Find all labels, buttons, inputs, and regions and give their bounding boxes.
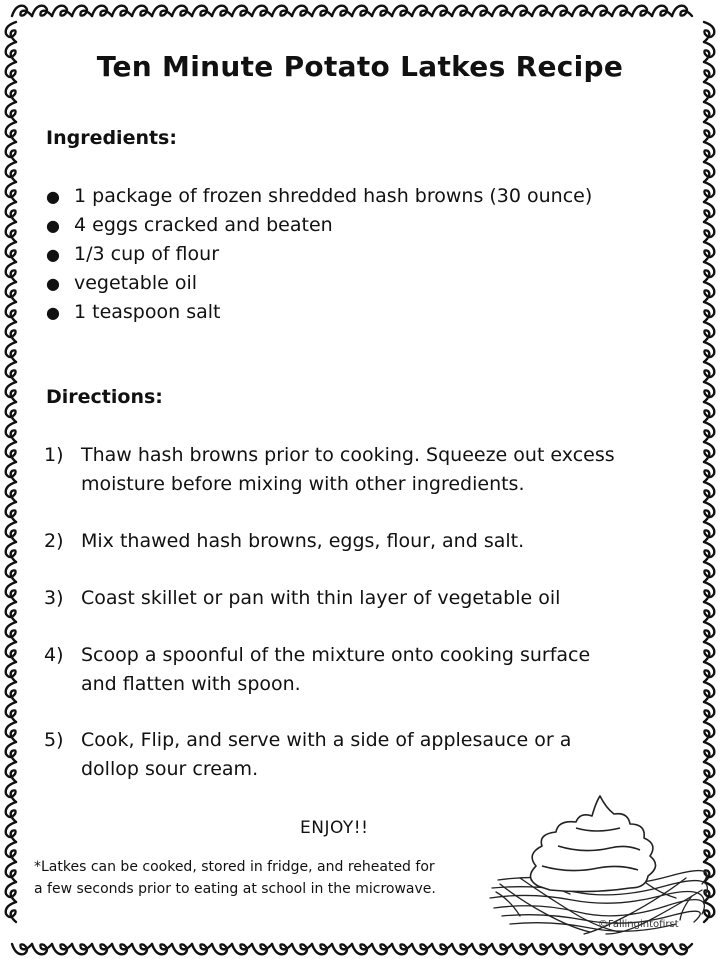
border-swirl — [72, 6, 92, 16]
border-swirl — [52, 944, 72, 954]
border-swirl — [6, 202, 16, 222]
border-swirl — [232, 6, 252, 16]
border-swirl — [704, 742, 714, 762]
border-swirl — [532, 6, 552, 16]
directions-heading: Directions: — [46, 386, 163, 408]
border-swirl — [704, 282, 714, 302]
border-swirl — [6, 662, 16, 682]
border-swirl — [704, 482, 714, 502]
border-swirl — [532, 944, 552, 954]
border-swirl — [6, 642, 16, 662]
direction-step — [44, 527, 624, 556]
border-swirl — [112, 6, 132, 16]
border-swirl — [132, 944, 152, 954]
border-swirl — [704, 562, 714, 582]
border-swirl — [6, 702, 16, 722]
border-swirl — [6, 602, 16, 622]
border-swirl — [12, 6, 32, 16]
ingredients-list — [44, 182, 604, 327]
border-swirl — [192, 944, 212, 954]
step-number: 1) — [44, 444, 64, 466]
step-text: Thaw hash browns prior to cooking. Squeeze out excess moisture before mixing with other ingredients. — [81, 444, 615, 495]
border-swirl — [6, 782, 16, 802]
border-swirl — [432, 944, 452, 954]
border-swirl — [192, 6, 212, 16]
border-swirl — [704, 102, 714, 122]
border-swirl — [704, 162, 714, 182]
border-swirl — [6, 542, 16, 562]
border-swirl — [392, 6, 412, 16]
border-swirl — [32, 944, 52, 954]
border-swirl — [704, 42, 714, 62]
border-swirl — [704, 702, 714, 722]
border-swirl — [704, 522, 714, 542]
border-swirl — [704, 202, 714, 222]
border-swirl — [704, 682, 714, 702]
ingredient-text: vegetable oil — [74, 272, 198, 294]
direction-step — [44, 441, 624, 499]
border-swirl — [704, 222, 714, 242]
border-swirl — [6, 762, 16, 782]
border-swirl — [704, 142, 714, 162]
border-swirl — [704, 722, 714, 742]
list-item — [44, 240, 604, 269]
border-swirl — [704, 82, 714, 102]
border-swirl — [6, 22, 16, 42]
border-swirl — [704, 362, 714, 382]
border-swirl — [52, 6, 72, 16]
border-swirl — [6, 682, 16, 702]
border-swirl — [704, 662, 714, 682]
border-swirl — [6, 262, 16, 282]
ingredient-text: 4 eggs cracked and beaten — [74, 214, 333, 236]
ingredient-text: 1/3 cup of flour — [74, 243, 220, 265]
border-swirl — [252, 6, 272, 16]
footnote: *Latkes can be cooked, stored in fridge, and reheated for a few seconds prior to eating at school in the microwave. — [34, 859, 436, 897]
border-swirl — [6, 142, 16, 162]
border-swirl — [452, 944, 472, 954]
border-swirl — [704, 62, 714, 82]
step-text: Mix thawed hash browns, eggs, flour, and salt. — [81, 530, 525, 552]
ingredient-text: 1 package of frozen shredded hash browns (30 ounce) — [74, 185, 593, 207]
border-swirl — [492, 944, 512, 954]
border-swirl — [704, 442, 714, 462]
border-swirl — [592, 944, 612, 954]
border-swirl — [6, 462, 16, 482]
border-swirl — [6, 382, 16, 402]
bullet-icon: ● — [46, 274, 60, 293]
bullet-icon: ● — [46, 216, 60, 235]
border-swirl — [6, 402, 16, 422]
border-swirl — [472, 6, 492, 16]
border-swirl — [412, 944, 432, 954]
sour-cream-dollop — [530, 796, 655, 892]
list-item — [44, 269, 604, 298]
recipe-title: Ten Minute Potato Latkes Recipe — [96, 50, 624, 83]
border-swirl — [6, 362, 16, 382]
border-swirl — [6, 342, 16, 362]
border-swirl — [6, 322, 16, 342]
ingredients-heading: Ingredients: — [46, 127, 177, 149]
border-swirl — [572, 944, 592, 954]
border-swirl — [6, 802, 16, 822]
border-swirl — [332, 6, 352, 16]
border-swirl — [6, 162, 16, 182]
border-swirl — [6, 842, 16, 862]
border-swirl — [92, 944, 112, 954]
border-swirl — [412, 6, 432, 16]
border-swirl — [704, 402, 714, 422]
direction-step — [44, 584, 624, 613]
direction-step — [44, 726, 624, 784]
border-swirl — [272, 6, 292, 16]
step-number: 4) — [44, 644, 64, 666]
border-swirl — [32, 6, 52, 16]
border-swirl — [152, 6, 172, 16]
border-swirl — [704, 242, 714, 262]
border-swirl — [704, 262, 714, 282]
border-swirl — [172, 944, 192, 954]
border-swirl — [672, 6, 692, 16]
border-swirl — [704, 302, 714, 322]
bullet-icon: ● — [46, 245, 60, 264]
border-swirl — [6, 82, 16, 102]
step-text: Scoop a spoonful of the mixture onto cooking surface and flatten with spoon. — [81, 644, 591, 695]
border-swirl — [572, 6, 592, 16]
border-swirl — [372, 6, 392, 16]
bullet-icon: ● — [46, 303, 60, 322]
border-swirl — [12, 944, 32, 954]
border-swirl — [6, 862, 16, 882]
border-swirl — [292, 944, 312, 954]
border-swirl — [704, 462, 714, 482]
border-swirl — [704, 582, 714, 602]
border-swirl — [272, 944, 292, 954]
border-swirl — [352, 944, 372, 954]
border-swirl — [704, 542, 714, 562]
border-swirl — [6, 282, 16, 302]
border-swirl — [6, 42, 16, 62]
step-text: Cook, Flip, and serve with a side of applesauce or a dollop sour cream. — [81, 729, 572, 780]
border-swirl — [704, 342, 714, 362]
border-swirl — [704, 22, 714, 42]
border-swirl — [6, 822, 16, 842]
border-swirl — [704, 622, 714, 642]
border-swirl — [704, 502, 714, 522]
border-swirl — [704, 642, 714, 662]
latkes-with-sour-cream-illustration — [480, 788, 710, 938]
border-swirl — [704, 422, 714, 442]
border-swirl — [704, 382, 714, 402]
border-swirl — [6, 222, 16, 242]
border-swirl — [6, 242, 16, 262]
border-swirl — [232, 944, 252, 954]
border-swirl — [6, 442, 16, 462]
step-number: 3) — [44, 587, 64, 609]
border-swirl — [704, 182, 714, 202]
border-swirl — [512, 944, 532, 954]
border-swirl — [704, 122, 714, 142]
border-swirl — [492, 6, 512, 16]
border-swirl — [432, 6, 452, 16]
list-item — [44, 211, 604, 240]
step-number: 2) — [44, 530, 64, 552]
border-swirl — [6, 582, 16, 602]
border-swirl — [172, 6, 192, 16]
border-swirl — [612, 944, 632, 954]
border-swirl — [312, 6, 332, 16]
border-swirl — [612, 6, 632, 16]
border-swirl — [552, 944, 572, 954]
border-swirl — [6, 422, 16, 442]
step-number: 5) — [44, 729, 64, 751]
border-swirl — [672, 944, 692, 954]
border-swirl — [472, 944, 492, 954]
border-swirl — [632, 6, 652, 16]
border-swirl — [6, 482, 16, 502]
border-swirl — [592, 6, 612, 16]
border-swirl — [372, 944, 392, 954]
border-swirl — [6, 882, 16, 902]
border-swirl — [212, 944, 232, 954]
direction-step — [44, 641, 624, 699]
border-swirl — [704, 602, 714, 622]
border-swirl — [512, 6, 532, 16]
step-text: Coast skillet or pan with thin layer of vegetable oil — [81, 587, 561, 609]
border-swirl — [6, 102, 16, 122]
border-swirl — [552, 6, 572, 16]
copyright-text: ©Fallingintofirst — [598, 919, 679, 930]
border-swirl — [112, 944, 132, 954]
list-item — [44, 182, 604, 211]
border-swirl — [652, 6, 672, 16]
ingredient-text: 1 teaspoon salt — [74, 301, 221, 323]
border-swirl — [332, 944, 352, 954]
enjoy-text: ENJOY!! — [300, 818, 369, 838]
border-swirl — [6, 562, 16, 582]
border-swirl — [152, 944, 172, 954]
border-swirl — [6, 722, 16, 742]
border-swirl — [392, 944, 412, 954]
border-swirl — [292, 6, 312, 16]
border-swirl — [6, 502, 16, 522]
border-swirl — [6, 622, 16, 642]
border-swirl — [6, 182, 16, 202]
list-item — [44, 298, 604, 327]
border-swirl — [6, 62, 16, 82]
border-swirl — [132, 6, 152, 16]
border-swirl — [92, 6, 112, 16]
border-swirl — [704, 762, 714, 782]
border-swirl — [352, 6, 372, 16]
border-swirl — [632, 944, 652, 954]
directions-list — [44, 441, 624, 784]
bullet-icon: ● — [46, 187, 60, 206]
border-swirl — [704, 322, 714, 342]
border-swirl — [212, 6, 232, 16]
border-swirl — [452, 6, 472, 16]
border-swirl — [652, 944, 672, 954]
border-swirl — [6, 902, 16, 922]
border-swirl — [312, 944, 332, 954]
border-swirl — [6, 122, 16, 142]
border-swirl — [72, 944, 92, 954]
border-swirl — [6, 522, 16, 542]
border-swirl — [6, 742, 16, 762]
border-swirl — [6, 302, 16, 322]
border-swirl — [252, 944, 272, 954]
